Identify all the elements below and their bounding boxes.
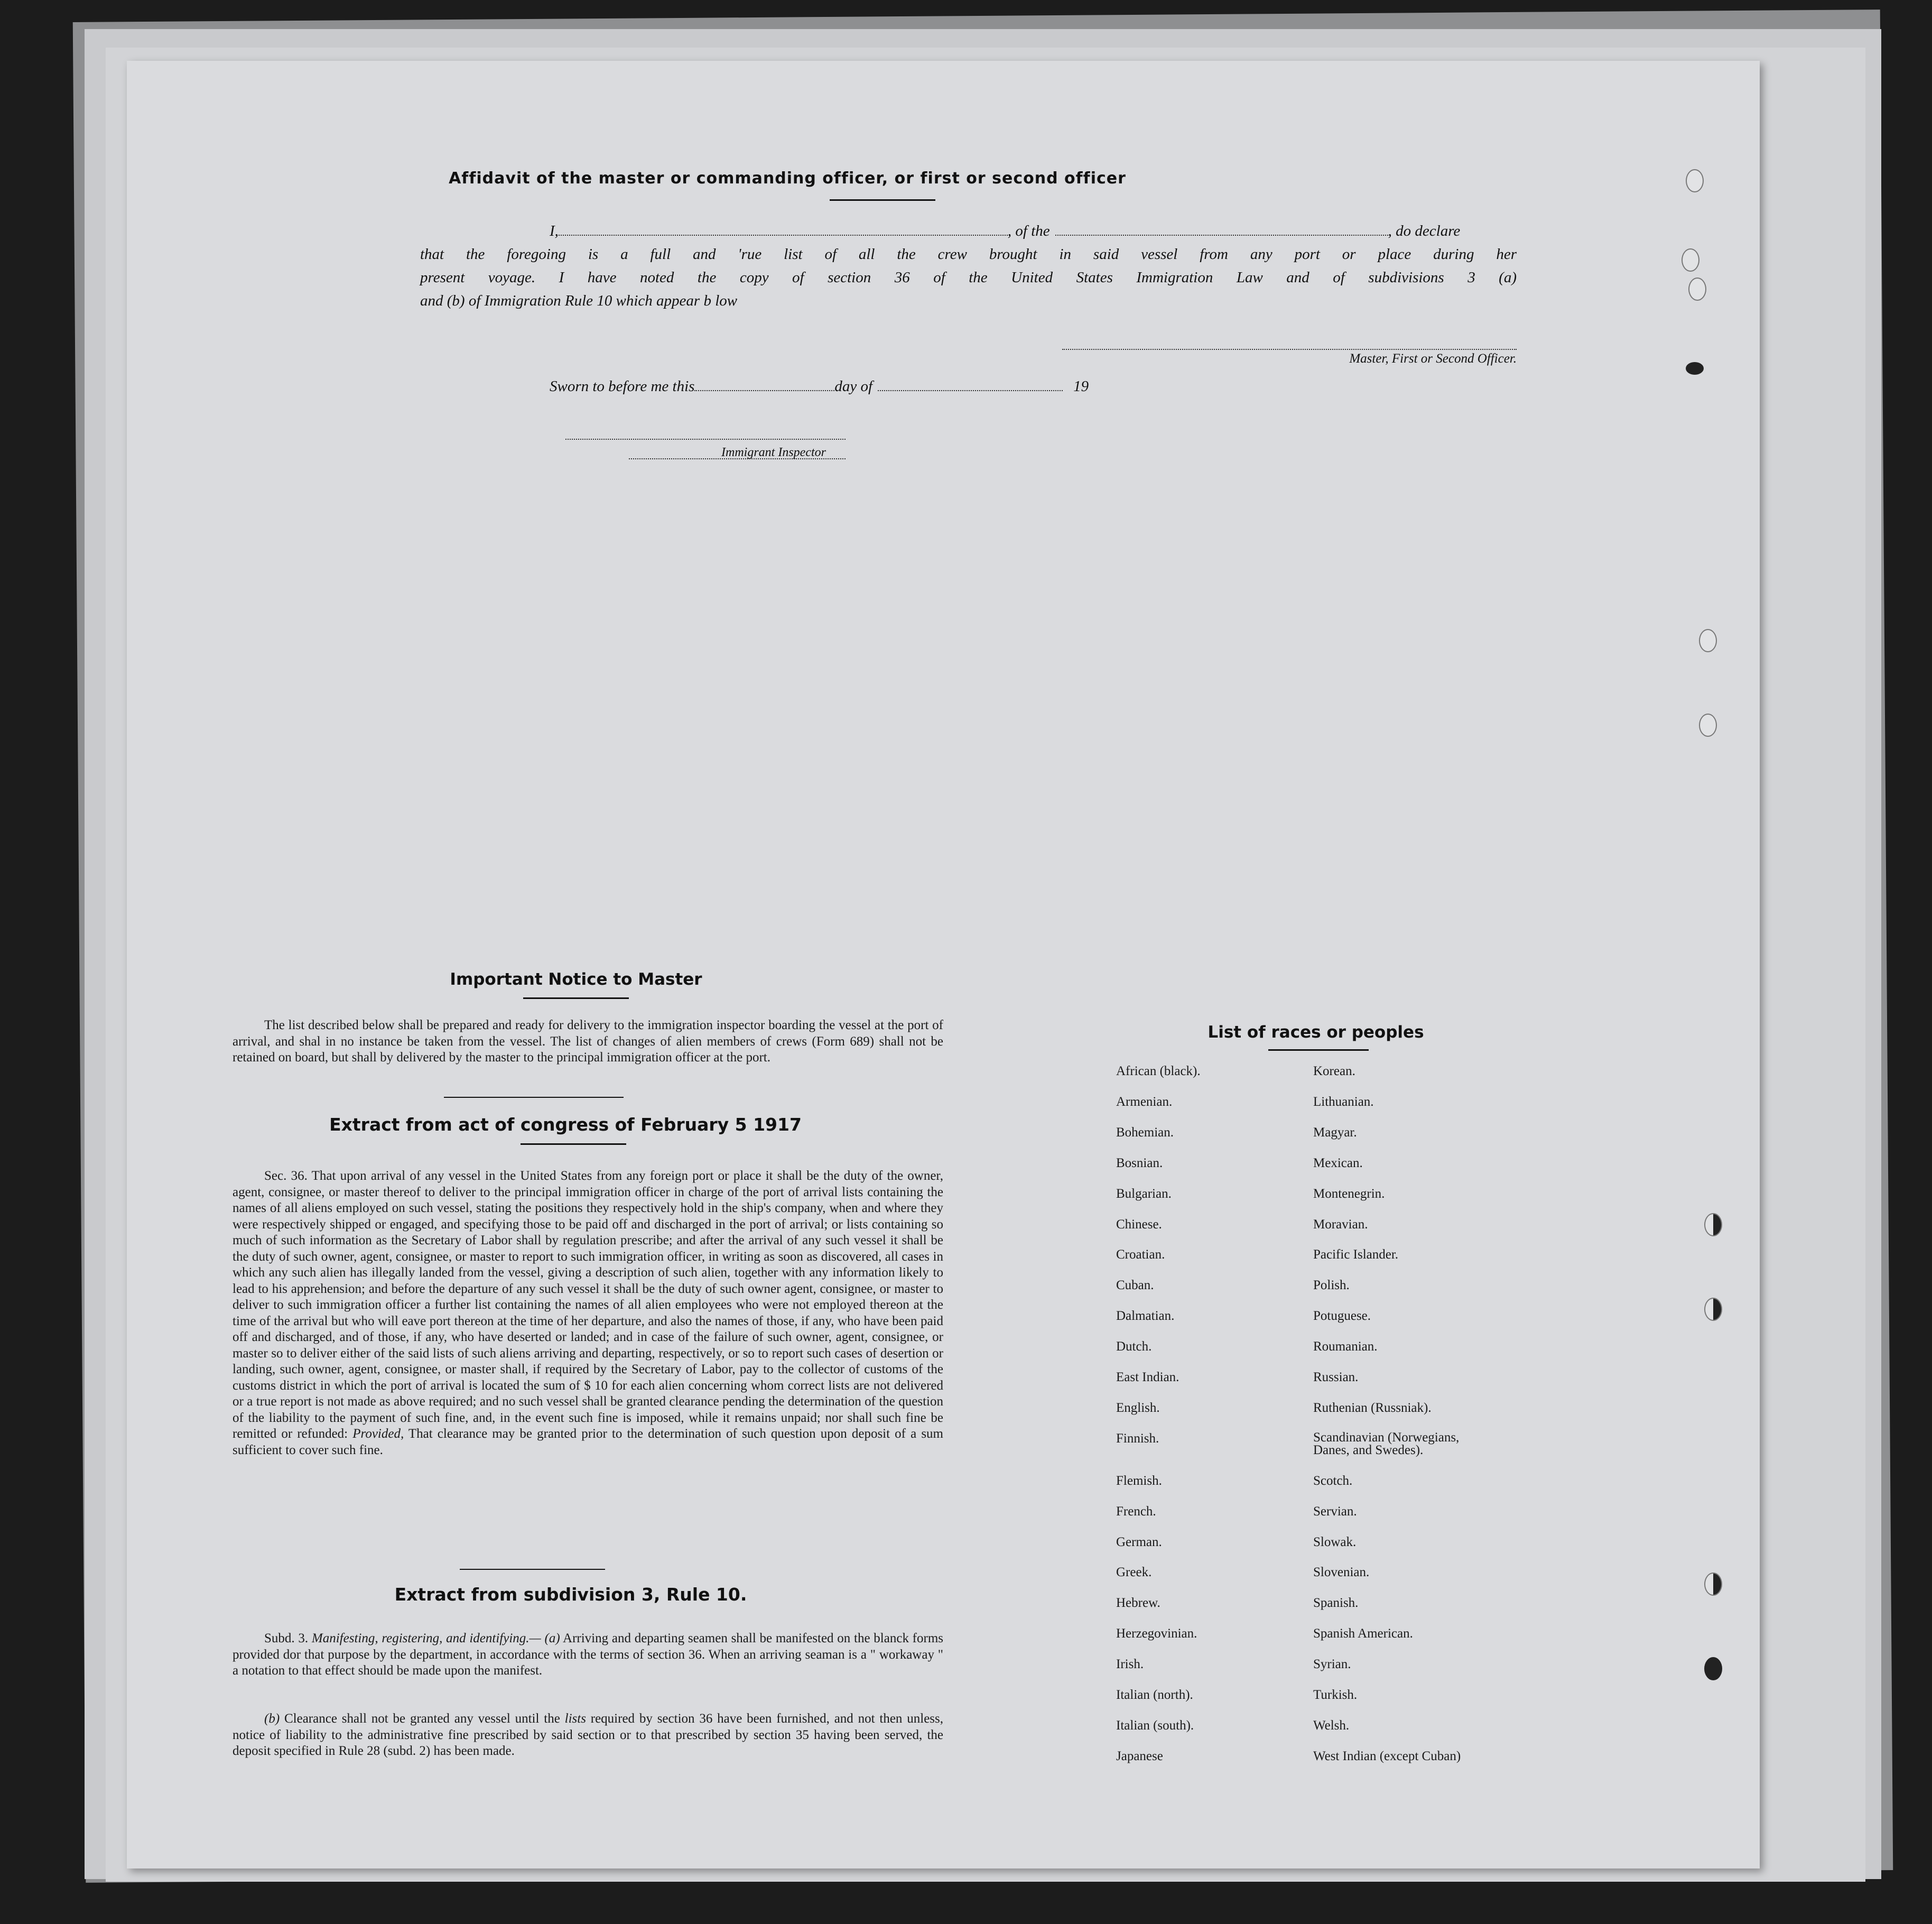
divider xyxy=(1268,1049,1369,1051)
year-prefix: 19 xyxy=(1073,378,1089,395)
race-item: Bulgarian. xyxy=(1116,1186,1172,1201)
punch-hole xyxy=(1704,1213,1722,1236)
race-item: Herzegovinian. xyxy=(1116,1626,1197,1641)
race-item: West Indian (except Cuban) xyxy=(1313,1749,1461,1763)
race-item: German. xyxy=(1116,1534,1162,1549)
punch-hole xyxy=(1686,169,1704,192)
race-item: Spanish American. xyxy=(1313,1626,1413,1641)
affidavit-line-3: present voyage. I have noted the copy of section 36 of the United States Immigration Law and of subdivisions 3 (a) xyxy=(420,269,1517,286)
sworn-line xyxy=(550,378,1089,395)
subd-heading: Manifesting, registering, and identifying.— (a) xyxy=(311,1631,560,1645)
race-item: Chinese. xyxy=(1116,1217,1162,1232)
race-item: Italian (south). xyxy=(1116,1718,1194,1733)
race-item: Polish. xyxy=(1313,1278,1350,1293)
punch-hole xyxy=(1704,1657,1722,1680)
rule-para-a xyxy=(233,1631,943,1679)
signature-label: Master, First or Second Officer. xyxy=(1349,352,1517,366)
race-item: African (black). xyxy=(1116,1064,1201,1078)
affidavit-line-2: that the foregoing is a full and 'rue list of all the crew brought in said vessel from any port or place during her xyxy=(420,246,1517,263)
race-item: Japanese xyxy=(1116,1749,1163,1763)
act-body xyxy=(233,1168,943,1458)
punch-hole xyxy=(1704,1572,1722,1596)
punch-hole xyxy=(1704,1298,1722,1321)
punch-hole xyxy=(1688,278,1706,301)
name-blank xyxy=(559,235,1008,236)
divider xyxy=(521,1143,626,1145)
lists-word: lists xyxy=(564,1712,586,1726)
punch-hole xyxy=(1699,714,1717,737)
race-item: Bohemian. xyxy=(1116,1125,1174,1140)
month-blank xyxy=(878,390,1063,391)
race-item: Roumanian. xyxy=(1313,1339,1378,1354)
race-item: Magyar. xyxy=(1313,1125,1357,1140)
punch-hole xyxy=(1682,248,1699,272)
race-item: Slovenian. xyxy=(1313,1565,1370,1580)
race-item: East Indian. xyxy=(1116,1370,1179,1384)
race-item: Mexican. xyxy=(1313,1155,1363,1170)
provided-label: Provided, xyxy=(352,1427,404,1441)
section-36-text-end: That clearance may be granted prior to the determination of such question upon deposit of a sum sufficient to cover such fine. xyxy=(233,1427,943,1457)
rule-title: Extract from subdivision 3, Rule 10. xyxy=(394,1584,747,1605)
affidavit-of-the-label: , of the xyxy=(1007,223,1050,239)
race-item: Bosnian. xyxy=(1116,1155,1163,1170)
race-item: Russian. xyxy=(1313,1370,1359,1384)
race-item: Irish. xyxy=(1116,1657,1144,1672)
day-blank xyxy=(694,390,834,391)
notice-body: The list described below shall be prepared and ready for delivery to the immigration inspector boarding the vessel at the port of arrival, and shal in no instance be taken from the vessel. The list of changes of alien members of crews (Form 689) shall not be retained on board, but shall by delivered by the master to the principal immigration officer at the port. xyxy=(233,1018,943,1065)
race-item: Spanish. xyxy=(1313,1596,1359,1611)
race-item: Hebrew. xyxy=(1116,1596,1160,1611)
race-item: Montenegrin. xyxy=(1313,1186,1385,1201)
race-item: Moravian. xyxy=(1313,1217,1368,1232)
race-item: Greek. xyxy=(1116,1565,1152,1580)
inspector-line xyxy=(565,439,846,440)
race-item: Lithuanian. xyxy=(1313,1094,1374,1109)
day-of-label: day of xyxy=(834,378,873,395)
divider xyxy=(460,1569,605,1570)
section-36-text: That upon arrival of any vessel in the United States from any foreign port or place it shall be the duty of the owner, agent, consignee, or master thereof to deliver to the principal immigration officer in charge of the port of arrival lists containing the names of all aliens employed on such vessel, stating the positions they respectively hold in the ship's company, when and where they were respectively shipped or engaged, and specifying those to be paid off and discharged in the port of arrival; or lists containing so much of such information as the Secretary of Labor shall by regulation prescribe; and after the arrival of any such vessel it shall be the duty of such owner, agent, consignee, or master to report to such immigration officer, in writing as soon as discovered, all cases in which any such alien has illegally landed from the vessel, giving a description of such alien, together with any information likely to lead to his apprehension; and before the departure of any such vessel it shall be the duty of such owner agent, consignee, or master to deliver to such immigration officer a further list containing the names of all alien employees who were not employed thereon at the time of the arrival but who will eave port thereon at the time of her departure, and also the names of those, if any, who have been paid off and discharged, and of those, if any, who have deserted or landed; and in case of the failure of such owner, agent, consignee, or master so to deliver either of the said lists of such aliens arriving and departing, respectively, or so to report such cases of desertion or landing, such owner, agent, consignee, or master shall, if required by the Secretary of Labor, pay to the collector of customs of the customs district in which the port of arrival is located the sum of $ 10 for each alien concerning whom correct lists are not delivered or a true report is not made as above required; and no such vessel shall be granted clearance pending the determination of the question of the liability to the payment of such fine, and, in the event such fine is imposed, while it remains unpaid; nor shall such fine be remitted or refunded: xyxy=(233,1169,943,1441)
divider xyxy=(444,1097,624,1098)
race-item: Welsh. xyxy=(1313,1718,1350,1733)
race-item: Croatian. xyxy=(1116,1247,1165,1262)
affidavit-declare-label: , do declare xyxy=(1388,223,1461,239)
signature-line xyxy=(1062,349,1517,350)
punch-hole xyxy=(1686,362,1704,375)
notice-title: Important Notice to Master xyxy=(450,970,702,989)
para-b-text: Clearance shall not be granted any vessel until the xyxy=(284,1712,560,1726)
para-a-text: Arriving and departing seamen shall be manifested on the blanck forms provided dor that purpose by the department, in accordance with the terms of section 36. When an arriving seaman is a " workaway " a notation to that effect should be made upon the manifest. xyxy=(233,1631,944,1678)
affidavit-title: Affidavit of the master or commanding officer, or first or second officer xyxy=(449,169,1126,188)
para-b-label: (b) xyxy=(264,1712,280,1726)
race-item: Potuguese. xyxy=(1313,1309,1371,1324)
race-item: French. xyxy=(1116,1504,1156,1519)
race-item: Italian (north). xyxy=(1116,1688,1193,1702)
inspector-label: Immigrant Inspector xyxy=(721,446,826,459)
affidavit-i-label: I, xyxy=(550,223,559,239)
race-item: Finnish. xyxy=(1116,1431,1159,1446)
section-label: Sec. 36. xyxy=(264,1169,308,1183)
race-item: Armenian. xyxy=(1116,1094,1173,1109)
vessel-blank xyxy=(1055,235,1388,236)
race-item: Korean. xyxy=(1313,1064,1355,1078)
manifest-page xyxy=(127,61,1760,1868)
affidavit-line-1 xyxy=(420,219,1517,243)
para-b-text-end: required by section 36 have been furnished, and not then unless, notice of liability to the administrative fine prescribed by said section or to that prescribed by section 35 having been served, the deposit specified in Rule 28 (subd. 2) has been made. xyxy=(233,1712,944,1758)
race-item: Dalmatian. xyxy=(1116,1309,1175,1324)
divider xyxy=(830,199,935,201)
affidavit-body xyxy=(420,219,1517,312)
divider xyxy=(523,997,629,999)
sworn-label: Sworn to before me this xyxy=(550,378,695,395)
act-title: Extract from act of congress of February 5 1917 xyxy=(329,1114,802,1135)
race-item: Scandinavian (Norwegians, Danes, and Swedes). xyxy=(1313,1430,1460,1457)
race-item: Flemish. xyxy=(1116,1473,1162,1488)
race-item: Pacific Islander. xyxy=(1313,1247,1399,1262)
rule-para-b xyxy=(233,1711,943,1760)
race-item: Slowak. xyxy=(1313,1534,1357,1549)
race-item: Ruthenian (Russniak). xyxy=(1313,1400,1432,1415)
race-item: Scotch. xyxy=(1313,1473,1353,1488)
race-item: Dutch. xyxy=(1116,1339,1152,1354)
race-item: Syrian. xyxy=(1313,1657,1351,1672)
affidavit-line-4: and (b) of Immigration Rule 10 which appear b low xyxy=(420,292,738,309)
race-item: Cuban. xyxy=(1116,1278,1154,1293)
races-title: List of races or peoples xyxy=(1208,1023,1424,1042)
race-item: Turkish. xyxy=(1313,1688,1358,1702)
punch-hole xyxy=(1699,629,1717,652)
race-item: English. xyxy=(1116,1400,1160,1415)
subd-label: Subd. 3. xyxy=(264,1631,309,1645)
race-item: Servian. xyxy=(1313,1504,1357,1519)
